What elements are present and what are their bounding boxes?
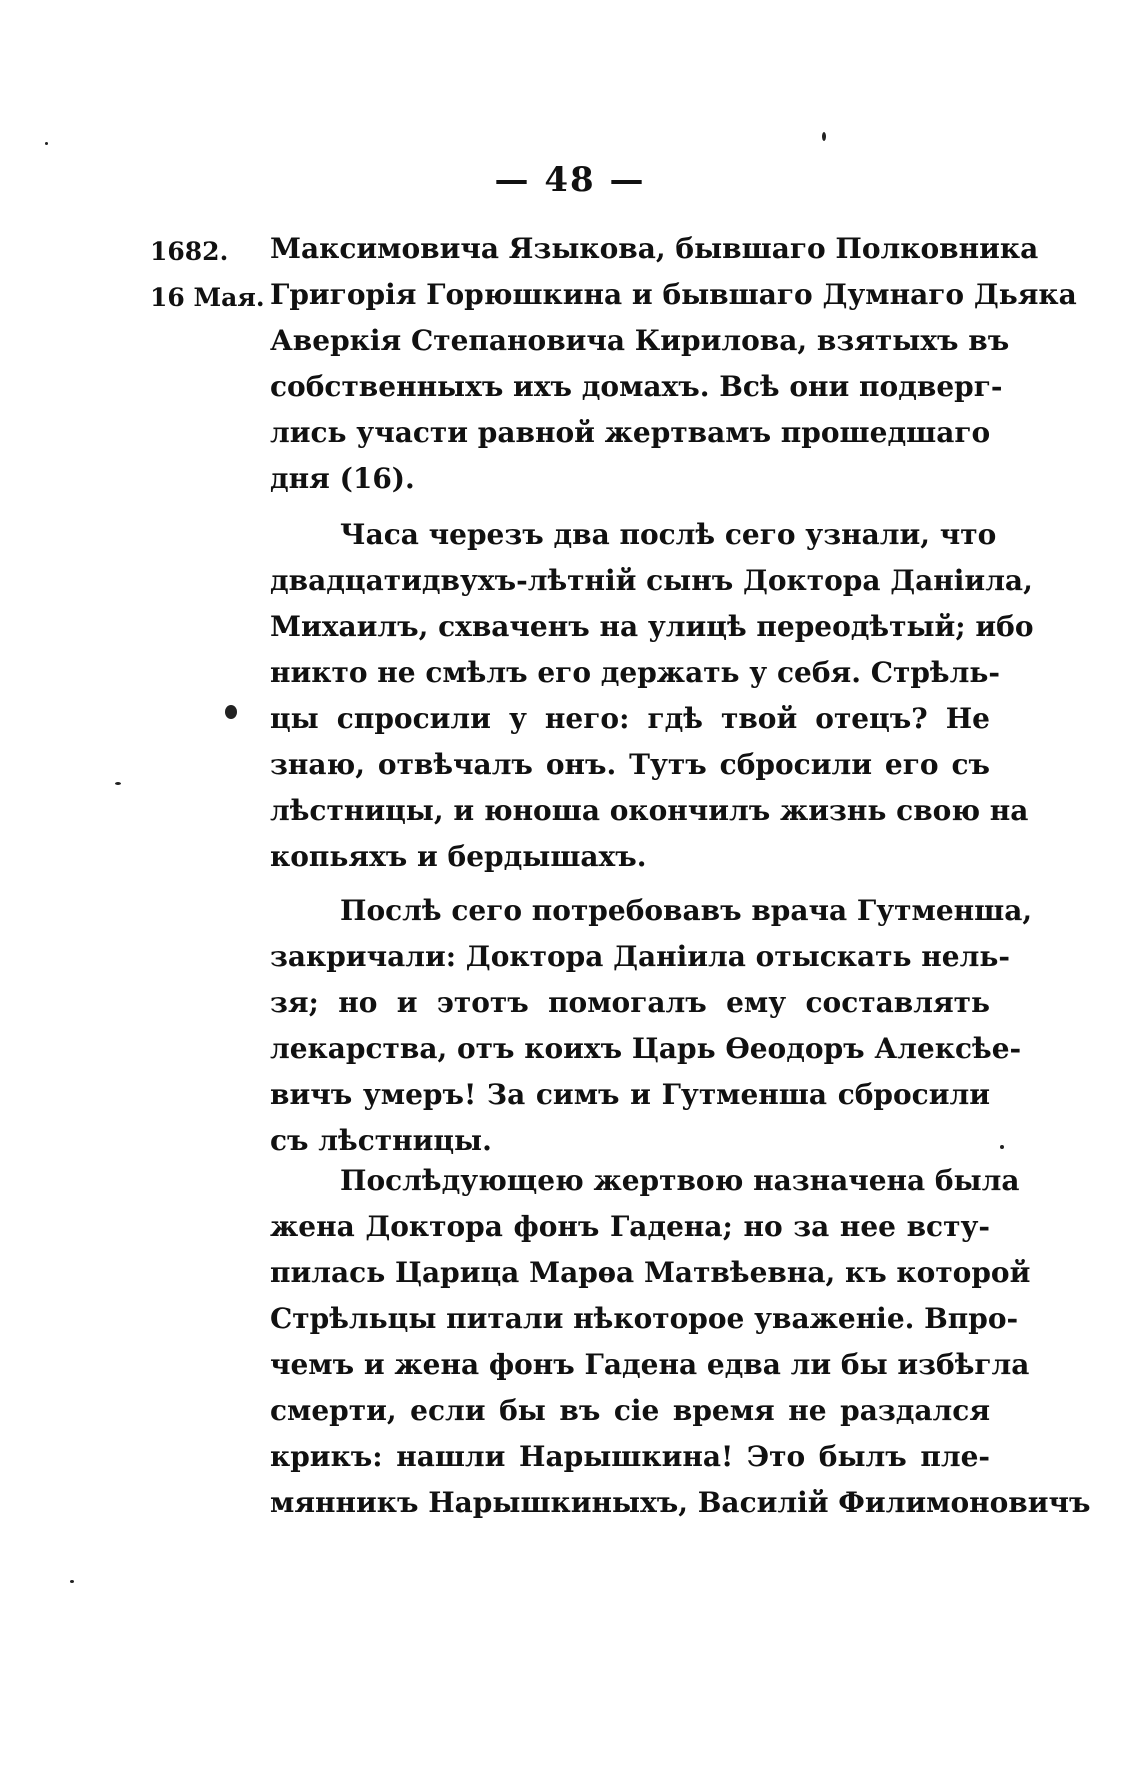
text-line: крикъ: нашли Нарышкина! Это былъ пле- xyxy=(270,1440,990,1473)
text-line: Послѣдующею жертвою назначена была xyxy=(340,1164,1020,1197)
scan-speck xyxy=(822,132,826,141)
text-line: смерти, если бы въ сіе время не раздался xyxy=(270,1394,990,1427)
scan-speck xyxy=(115,782,121,785)
scan-speck xyxy=(1000,1145,1004,1149)
text-line: вичъ умеръ! За симъ и Гутменша сбросили xyxy=(270,1078,990,1111)
text-line: копьяхъ и бердышахъ. xyxy=(270,840,647,873)
text-line: лись участи равной жертвамъ прошедшаго xyxy=(270,416,991,449)
text-line: лѣстницы, и юноша окончилъ жизнь свою на xyxy=(270,794,1029,827)
page-number: — 48 — xyxy=(494,160,646,200)
text-line: зя; но и этотъ помогалъ ему составлять xyxy=(270,986,990,1019)
scan-speck xyxy=(45,142,48,145)
margin-note-date: 16 Мая. xyxy=(150,283,265,312)
scan-speck xyxy=(225,705,237,719)
text-line: чемъ и жена фонъ Гадена едва ли бы избѣгла xyxy=(270,1348,1030,1381)
text-line: лекарства, отъ коихъ Царь Ѳеодоръ Алексѣе- xyxy=(270,1032,1022,1065)
text-line: Максимовича Языкова, бывшаго Полковника xyxy=(270,232,1039,265)
text-line: Послѣ сего потребовавъ врача Гутменша, xyxy=(340,894,1033,927)
text-line: пилась Царица Марѳа Матвѣевна, къ которой xyxy=(270,1256,1031,1289)
margin-note-year: 1682. xyxy=(150,237,229,266)
text-line: съ лѣстницы. xyxy=(270,1124,492,1157)
text-line: цы спросили у него: гдѣ твой отецъ? Не xyxy=(270,702,990,735)
scan-speck xyxy=(70,1580,74,1583)
text-line: жена Доктора фонъ Гадена; но за нее всту- xyxy=(270,1210,990,1243)
text-line: дня (16). xyxy=(270,462,415,495)
text-line: Часа черезъ два послѣ сего узнали, что xyxy=(340,518,997,551)
text-line: собственныхъ ихъ домахъ. Всѣ они подверг- xyxy=(270,370,1003,403)
text-line: двадцатидвухъ-лѣтній сынъ Доктора Даніила, xyxy=(270,564,1033,597)
text-line: закричали: Доктора Даніила отыскать нель- xyxy=(270,940,1010,973)
text-line: никто не смѣлъ его держать у себя. Стрѣль- xyxy=(270,656,1000,689)
text-line: мянникъ Нарышкиныхъ, Василій Филимоновичъ xyxy=(270,1486,1091,1519)
text-line: Григорія Горюшкина и бывшаго Думнаго Дьяка xyxy=(270,278,1077,311)
text-line: Аверкія Степановича Кирилова, взятыхъ въ xyxy=(270,324,1010,357)
text-line: Стрѣльцы питали нѣкоторое уваженіе. Впро- xyxy=(270,1302,1019,1335)
text-line: знаю, отвѣчалъ онъ. Тутъ сбросили его съ xyxy=(270,748,990,781)
text-line: Михаилъ, схваченъ на улицѣ переодѣтый; ибо xyxy=(270,610,1034,643)
